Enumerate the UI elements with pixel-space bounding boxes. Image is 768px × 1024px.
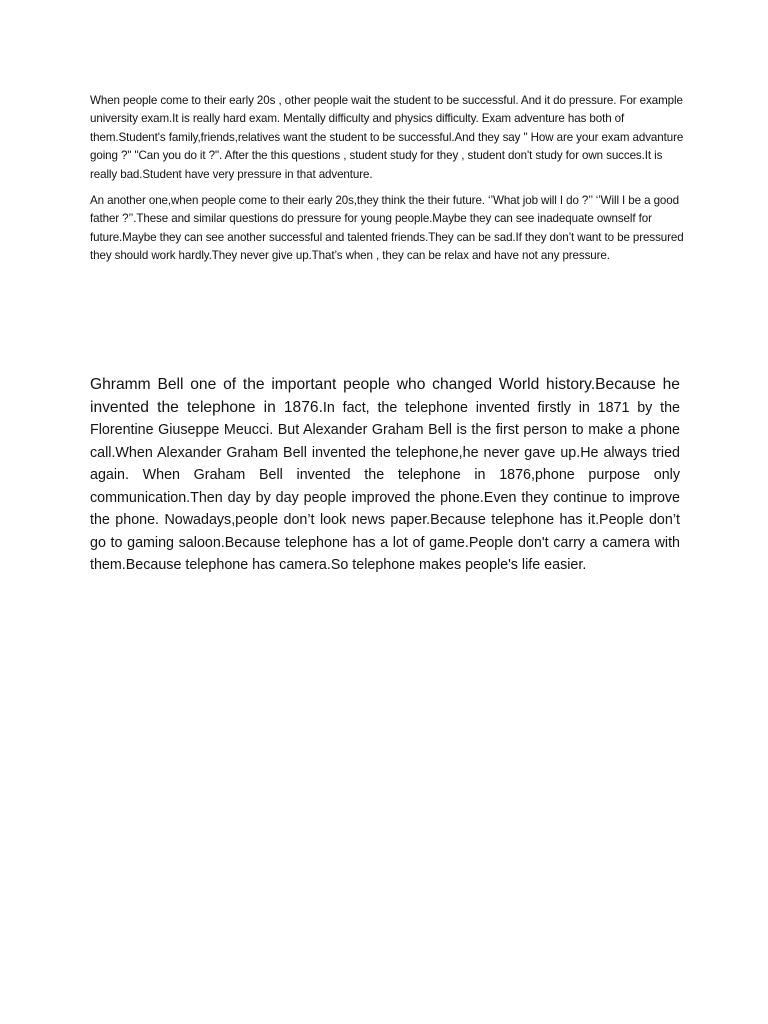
paragraph-future-pressure: An another one,when people come to their early 20s,they think the their future. ‘’What job will I do ?’’ ‘’Will I be a good father ?’’.These and similar questions do pressure for young people.Maybe they can see inadequate ownself for future.Maybe they can see another successful and talented friends.They can be sad.If they don’t want to be pressured they should work hardly.They never give up.That’s when , they can be relax and have not any pressure. xyxy=(90,194,684,263)
paragraph-body-text: In fact, the telephone invented firstly in 1871 by the Florentine Giuseppe Meucci. But Alexander Graham Bell is the first person to make a phone call.When Alexander Graham Bell invented the telephone,he never gave up.He always tried again. When Graham Bell invented the telephone in 1876,phone purpose only communication.Then day by day people improved the phone.Even they continue to improve the phone. Nowadays,people don’t look news paper.Because telephone has it.People don’t go to gaming saloon.Because telephone has a lot of game.People don't carry a camera with them.Because telephone has camera.So telephone makes people's life easier. xyxy=(90,399,680,573)
paragraph-graham-bell xyxy=(90,374,680,577)
essay-section-exam-pressure xyxy=(90,92,684,274)
paragraph-lead-sentence: Ghramm Bell one of the important people who changed World history.Because he invented the telephone in 1876. xyxy=(90,376,680,416)
paragraph-exam-pressure: When people come to their early 20s , other people wait the student to be successful. And it do pressure. For example university exam.It is really hard exam. Mentally difficulty and physics difficulty. Exam adventure has both of them.Student's family,friends,relatives want the student to be successful.And they say " How are your exam advanture going ?" "Can you do it ?". After the this questions , student study for they , student don't study for own succes.It is really bad.Student have very pressure in that adventure. xyxy=(90,94,684,181)
essay-section-graham-bell xyxy=(90,374,680,577)
